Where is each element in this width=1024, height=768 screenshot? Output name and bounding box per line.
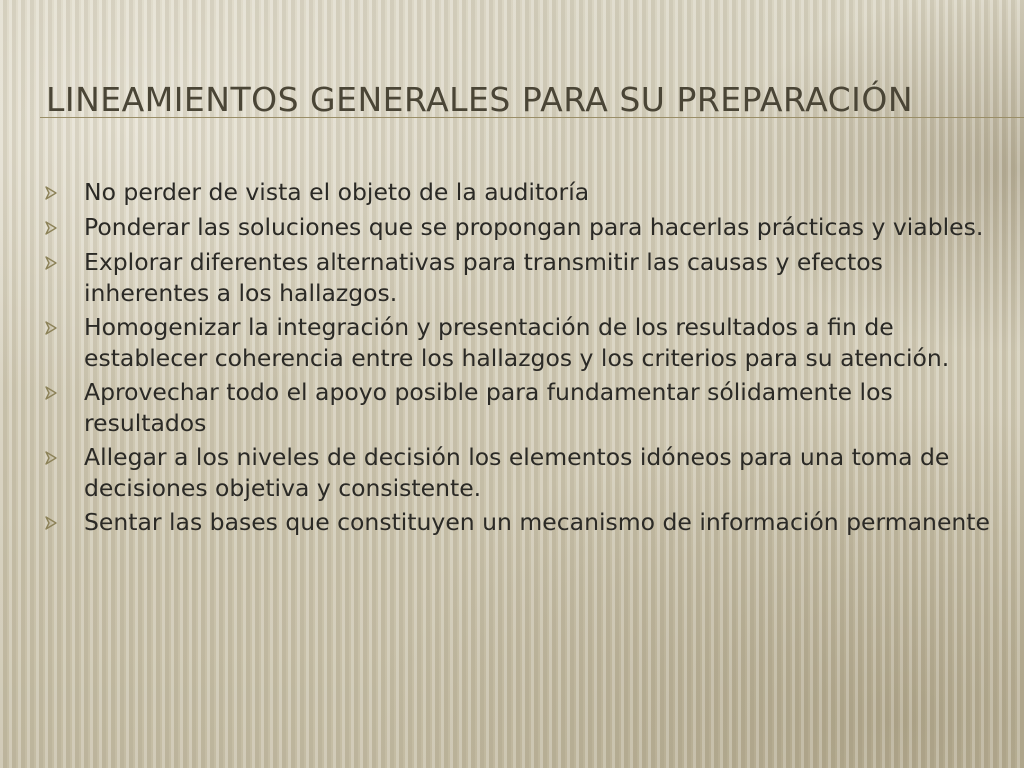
slide-title: LINEAMIENTOS GENERALES PARA SU PREPARACIÓN bbox=[46, 80, 914, 119]
bullet-text: Explorar diferentes alternativas para transmitir las causas y efectos inherentes a los hallazgos. bbox=[84, 248, 883, 307]
arrowhead-bullet-icon bbox=[44, 177, 84, 209]
bullet-text: Ponderar las soluciones que se propongan para hacerlas prácticas y viables. bbox=[84, 213, 984, 241]
title-underline bbox=[40, 117, 1024, 118]
list-item bbox=[44, 507, 994, 539]
list-item bbox=[44, 247, 994, 309]
arrowhead-bullet-icon bbox=[44, 312, 84, 344]
list-item bbox=[44, 312, 994, 374]
arrowhead-bullet-icon bbox=[44, 247, 84, 279]
list-item bbox=[44, 177, 994, 209]
arrowhead-bullet-icon bbox=[44, 212, 84, 244]
bullet-text: No perder de vista el objeto de la auditoría bbox=[84, 178, 590, 206]
bullet-text: Sentar las bases que constituyen un mecanismo de información permanente bbox=[84, 508, 990, 536]
list-item bbox=[44, 442, 994, 504]
bullet-text: Homogenizar la integración y presentación de los resultados a fin de establecer coherencia entre los hallazgos y los criterios para su atención. bbox=[84, 313, 950, 372]
bullet-text: Allegar a los niveles de decisión los elementos idóneos para una toma de decisiones objetiva y consistente. bbox=[84, 443, 950, 502]
bullet-text: Aprovechar todo el apoyo posible para fundamentar sólidamente los resultados bbox=[84, 378, 893, 437]
arrowhead-bullet-icon bbox=[44, 377, 84, 409]
arrowhead-bullet-icon bbox=[44, 442, 84, 474]
list-item bbox=[44, 377, 994, 439]
arrowhead-bullet-icon bbox=[44, 507, 84, 539]
bullet-list bbox=[44, 177, 994, 542]
list-item bbox=[44, 212, 994, 244]
